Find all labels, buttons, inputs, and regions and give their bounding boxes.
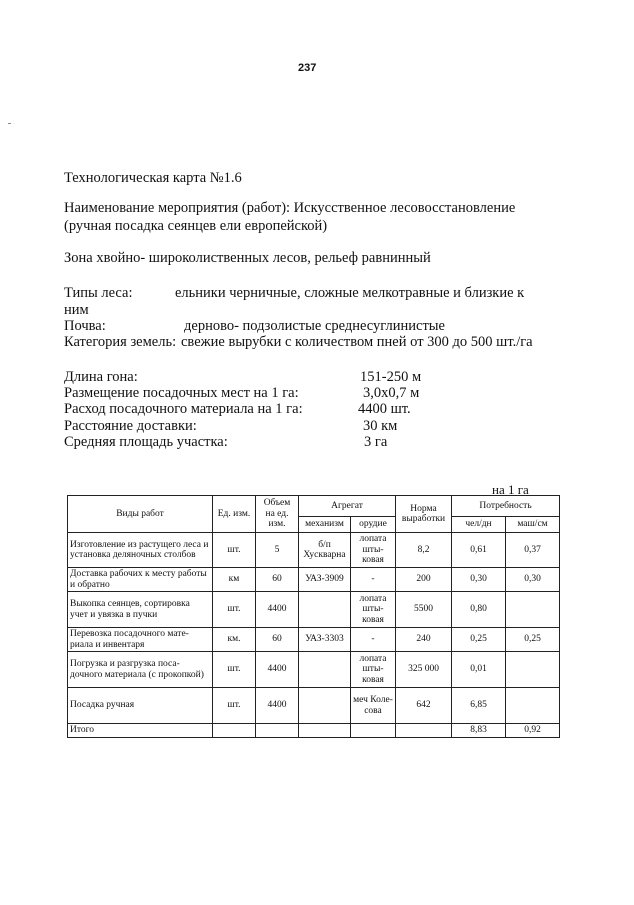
table-unit-caption: на 1 га — [492, 482, 529, 497]
cell-norm: 200 — [396, 568, 452, 592]
cell-empty — [351, 724, 396, 738]
land-category-label: Категория земель: — [64, 334, 177, 350]
cell-machine-shifts — [506, 592, 560, 628]
cell-total-machine-shifts: 0,92 — [506, 724, 560, 738]
cell-norm: 8,2 — [396, 533, 452, 568]
cell-tool: лопата шты-ковая — [351, 533, 396, 568]
cell-man-days: 6,85 — [452, 688, 506, 724]
activity-line-1: Наименование мероприятия (работ): Искусственное лесовосстановление — [64, 200, 516, 216]
cell-empty — [256, 724, 299, 738]
header-machine-shifts: маш/см — [506, 517, 560, 533]
cell-machine-shifts: 0,30 — [506, 568, 560, 592]
page-number: 237 — [298, 62, 317, 74]
cell-man-days: 0,80 — [452, 592, 506, 628]
cell-volume: 4400 — [256, 688, 299, 724]
cell-unit: км. — [213, 628, 256, 652]
cell-volume: 4400 — [256, 652, 299, 688]
cell-norm: 5500 — [396, 592, 452, 628]
cell-tool: - — [351, 628, 396, 652]
header-work: Виды работ — [68, 496, 213, 533]
cell-volume: 60 — [256, 628, 299, 652]
cell-work: Изготовление из растущего леса и установка деляночных столбов — [68, 533, 213, 568]
cell-mechanism — [299, 688, 351, 724]
cell-empty — [396, 724, 452, 738]
cell-empty — [299, 724, 351, 738]
cell-work: Выкопка сеянцев, сортировка учет и увязка в пучки — [68, 592, 213, 628]
cell-work: Погрузка и разгрузка поса-дочного материала (с прокопкой) — [68, 652, 213, 688]
param-label: Длина гона: — [64, 369, 138, 385]
cell-tool: меч Коле-сова — [351, 688, 396, 724]
param-label: Размещение посадочных мест на 1 га: — [64, 385, 299, 401]
cell-unit: шт. — [213, 533, 256, 568]
cell-unit: км — [213, 568, 256, 592]
cell-norm: 325 000 — [396, 652, 452, 688]
table-row — [68, 652, 560, 688]
param-value: 30 км — [363, 418, 398, 434]
table-row — [68, 533, 560, 568]
scan-mark — [8, 123, 11, 124]
cell-man-days: 0,30 — [452, 568, 506, 592]
cell-volume: 60 — [256, 568, 299, 592]
forest-types-continuation: ним — [64, 302, 89, 318]
table-total-row — [68, 724, 560, 738]
cell-man-days: 0,01 — [452, 652, 506, 688]
table-row — [68, 592, 560, 628]
cell-unit: шт. — [213, 592, 256, 628]
header-aggregate: Агрегат — [299, 496, 396, 517]
header-unit: Ед. изм. — [213, 496, 256, 533]
cell-man-days: 0,25 — [452, 628, 506, 652]
cell-machine-shifts — [506, 688, 560, 724]
cell-total-man-days: 8,83 — [452, 724, 506, 738]
cell-tool: лопата шты-ковая — [351, 652, 396, 688]
cell-mechanism — [299, 652, 351, 688]
cell-norm: 240 — [396, 628, 452, 652]
soil-value: дерново- подзолистые среднесуглинистые — [184, 318, 445, 334]
header-mechanism: механизм — [299, 517, 351, 533]
table-header-row — [68, 496, 560, 517]
table-row — [68, 688, 560, 724]
cell-man-days: 0,61 — [452, 533, 506, 568]
cell-mechanism: УАЗ-3909 — [299, 568, 351, 592]
zone-line: Зона хвойно- широколиственных лесов, рельеф равнинный — [64, 250, 431, 266]
header-man-days: чел/дн — [452, 517, 506, 533]
cell-work: Доставка рабочих к месту работы и обратно — [68, 568, 213, 592]
cell-machine-shifts: 0,37 — [506, 533, 560, 568]
param-value: 151-250 м — [360, 369, 422, 385]
param-label: Средняя площадь участка: — [64, 434, 228, 450]
work-table — [67, 495, 560, 738]
cell-norm: 642 — [396, 688, 452, 724]
param-label: Расстояние доставки: — [64, 418, 197, 434]
land-category-value: свежие вырубки с количеством пней от 300 до 500 шт./га — [181, 334, 533, 350]
cell-mechanism: б/п Хускварна — [299, 533, 351, 568]
cell-mechanism — [299, 592, 351, 628]
table-row — [68, 628, 560, 652]
header-volume: Объем на ед. изм. — [256, 496, 299, 533]
cell-work: Перевозка посадочного мате-риала и инвентаря — [68, 628, 213, 652]
param-value: 3 га — [364, 434, 388, 450]
cell-empty — [213, 724, 256, 738]
cell-volume: 4400 — [256, 592, 299, 628]
param-value: 3,0х0,7 м — [363, 385, 420, 401]
cell-machine-shifts: 0,25 — [506, 628, 560, 652]
forest-types-label: Типы леса: — [64, 285, 133, 301]
table-row — [68, 568, 560, 592]
cell-work: Посадка ручная — [68, 688, 213, 724]
cell-mechanism: УАЗ-3303 — [299, 628, 351, 652]
activity-line-2: (ручная посадка сеянцев ели европейской) — [64, 218, 328, 234]
forest-types-value: ельники черничные, сложные мелкотравные и близкие к — [175, 285, 525, 301]
cell-tool: - — [351, 568, 396, 592]
cell-tool: лопата шты-ковая — [351, 592, 396, 628]
param-label: Расход посадочного материала на 1 га: — [64, 401, 303, 417]
soil-label: Почва: — [64, 318, 106, 334]
header-norm: Норма выработки — [396, 496, 452, 533]
cell-volume: 5 — [256, 533, 299, 568]
param-value: 4400 шт. — [358, 401, 411, 417]
header-tool: орудие — [351, 517, 396, 533]
cell-total-label: Итого — [68, 724, 213, 738]
cell-unit: шт. — [213, 688, 256, 724]
cell-unit: шт. — [213, 652, 256, 688]
cell-machine-shifts — [506, 652, 560, 688]
header-need: Потребность — [452, 496, 560, 517]
document-title: Технологическая карта №1.6 — [64, 170, 242, 186]
